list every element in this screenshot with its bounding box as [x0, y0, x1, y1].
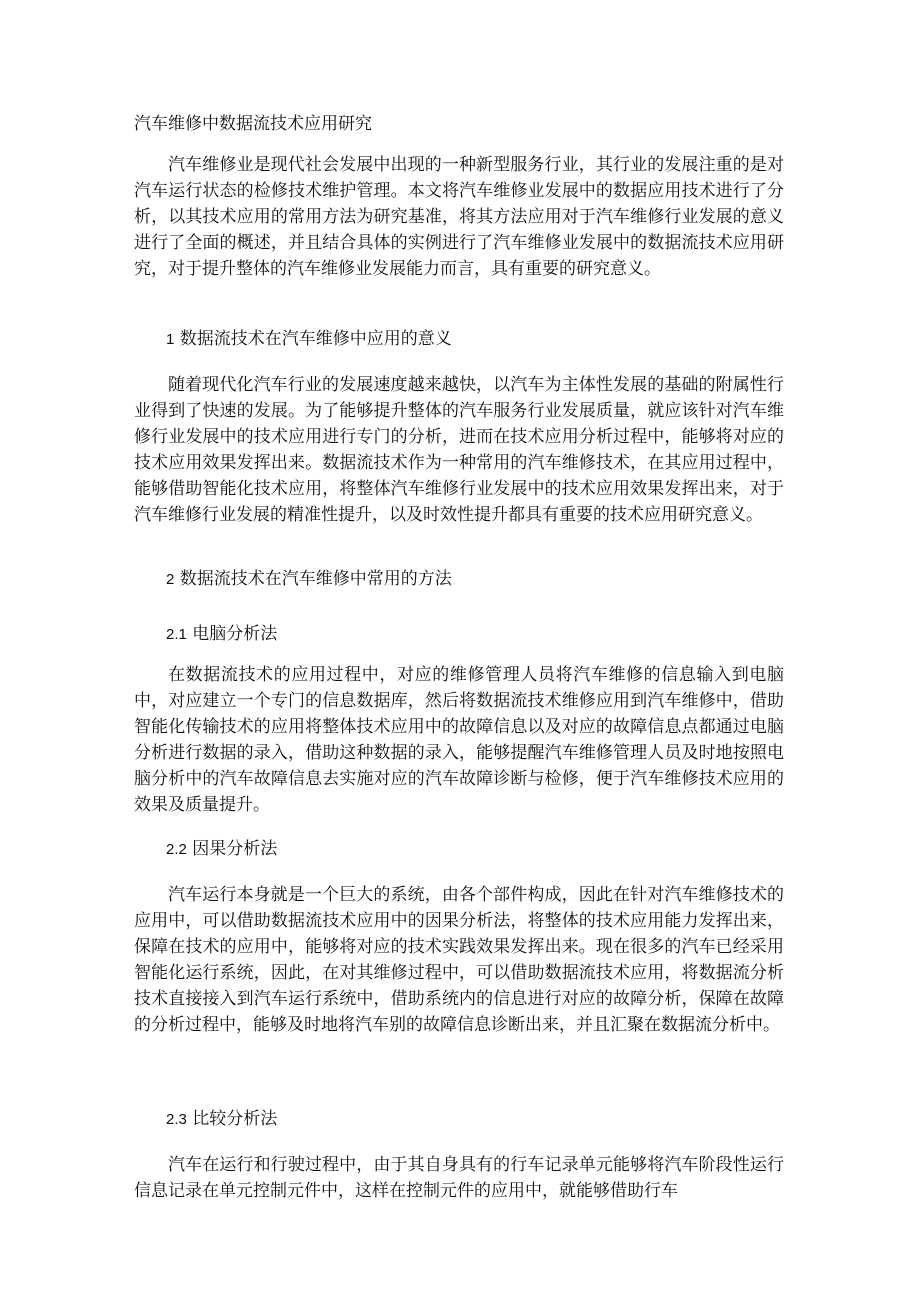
subsection-number: 2.3	[166, 1111, 187, 1128]
subsection-2-3-heading	[166, 1107, 277, 1132]
section-number: 1	[166, 331, 175, 348]
subsection-heading-text: 比较分析法	[192, 1109, 278, 1129]
subsection-2-2-body: 汽车运行本身就是一个巨大的系统，由各个部件构成，因此在针对汽车维修技术的应用中，可以借助数据流技术应用中的因果分析法，将整体的技术应用能力发挥出来，保障在技术的应用中，能够将对应的技术实践效果发挥出来。现在很多的汽车已经采用智能化运行系统，因此，在对其维修过程中，可以借助数据流技术应用，将数据流分析技术直接接入到汽车运行系统中，借助系统内的信息进行对应的故障分析，保障在故障的分析过程中，能够及时地将汽车别的故障信息诊断出来，并且汇聚在数据流分析中。	[134, 885, 784, 1035]
subsection-heading-text: 因果分析法	[192, 839, 278, 859]
section-1-heading	[166, 327, 452, 352]
subsection-2-1-body: 在数据流技术的应用过程中，对应的维修管理人员将汽车维修的信息输入到电脑中，对应建立一个专门的信息数据库，然后将数据流技术维修应用到汽车维修中，借助智能化传输技术的应用将整体技术应用中的故障信息以及对应的故障信息点都通过电脑分析进行数据的录入，借助这种数据的录入，能够提醒汽车维修管理人员及时地按照电脑分析中的汽车故障信息去实施对应的汽车故障诊断与检修，便于汽车维修技术应用的效果及质量提升。	[134, 665, 784, 815]
abstract-paragraph: 汽车维修业是现代社会发展中出现的一种新型服务行业，其行业的发展注重的是对汽车运行状态的检修技术维护管理。本文将汽车维修业发展中的数据应用技术进行了分析，以其技术应用的常用方法为研究基准，将其方法应用对于汽车维修行业发展的意义进行了全面的概述，并且结合具体的实例进行了汽车维修业发展中的数据流技术应用研究，对于提升整体的汽车维修业发展能力而言，具有重要的研究意义。	[134, 155, 784, 279]
subsection-heading-text: 电脑分析法	[192, 624, 278, 644]
section-number: 2	[166, 571, 175, 588]
document-title: 汽车维修中数据流技术应用研究	[134, 114, 372, 134]
section-heading-text: 数据流技术在汽车维修中应用的意义	[179, 329, 452, 349]
subsection-number: 2.1	[166, 626, 187, 643]
subsection-2-3-body: 汽车在运行和行驶过程中，由于其自身具有的行车记录单元能够将汽车阶段性运行信息记录在单元控制元件中，这样在控制元件的应用中，就能够借助行车	[134, 1155, 784, 1201]
subsection-number: 2.2	[166, 841, 187, 858]
section-heading-text: 数据流技术在汽车维修中常用的方法	[179, 569, 452, 589]
section-2-heading	[166, 567, 452, 592]
section-1-body: 随着现代化汽车行业的发展速度越来越快，以汽车为主体性发展的基础的附属性行业得到了快速的发展。为了能够提升整体的汽车服务行业发展质量，就应该针对汽车维修行业发展中的技术应用进行专门的分析，进而在技术应用分析过程中，能够将对应的技术应用效果发挥出来。数据流技术作为一种常用的汽车维修技术，在其应用过程中，能够借助智能化技术应用，将整体汽车维修行业发展中的技术应用效果发挥出来，对于汽车维修行业发展的精准性提升，以及时效性提升都具有重要的技术应用研究意义。	[134, 375, 784, 525]
subsection-2-1-heading	[166, 622, 277, 647]
subsection-2-2-heading	[166, 837, 277, 862]
